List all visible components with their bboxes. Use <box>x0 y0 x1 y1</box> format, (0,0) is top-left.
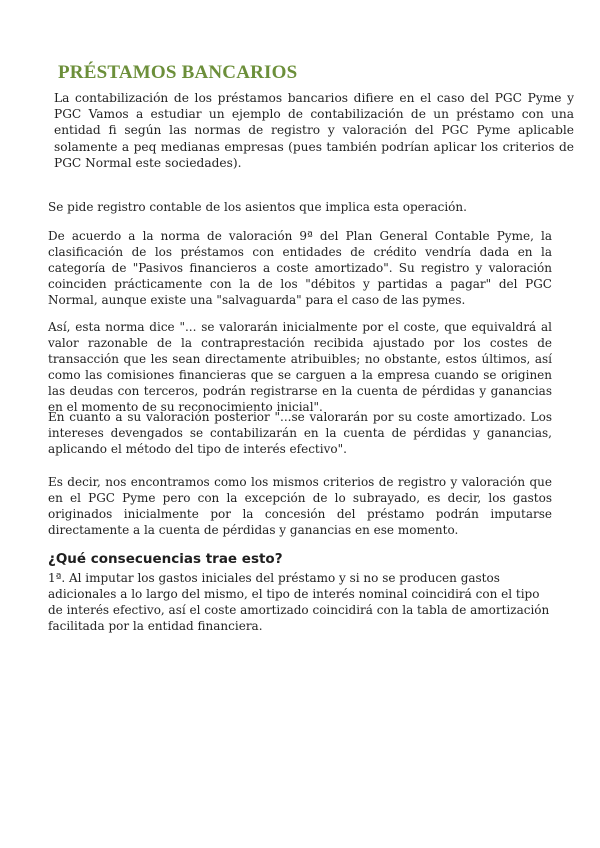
paragraph-norma-valoracion: De acuerdo a la norma de valoración 9ª del Plan General Contable Pyme, la clasificación de los préstamos con entidades de crédito vendría dada en la categoría de "Pasivos financieros a coste amortizado". Su registro y valoración coinciden prácticamente con la de los "débitos y partidas a pagar" del PGC Normal, aunque existe una "salvaguarda" para el caso de las pymes. <box>48 229 552 307</box>
section-heading: ¿Qué consecuencias trae esto? <box>48 551 283 567</box>
paragraph-consequence: 1ª. Al imputar los gastos iniciales del préstamo y si no se producen gastos adicionales a lo largo del mismo, el tipo de interés nominal coincidirá con el tipo de interés efectivo, así el coste amortizado coincidirá con la tabla de amortización facilitada por la entidad financiera. <box>48 571 550 633</box>
paragraph-quote-posterior: En cuanto a su valoración posterior "...se valorarán por su coste amortizado. Los intereses devengados se contabilizarán en la cuenta de pérdidas y ganancias, aplicando el método del tipo de interés efectivo". <box>48 410 552 456</box>
page-title: PRÉSTAMOS BANCARIOS <box>58 62 298 83</box>
paragraph-task: Se pide registro contable de los asientos que implica esta operación. <box>48 200 467 214</box>
paragraph-quote-initial: Así, esta norma dice "... se valorarán inicialmente por el coste, que equivaldrá al valor razonable de la contraprestación recibida ajustado por los costes de transacción que les sean directamente atribuibles; no obstante, estos últimos, así como las comisiones financieras que se carguen a la empresa cuando se originen las deudas con terceros, podrán registrarse en la cuenta de pérdidas y ganancias en el momento de su reconocimiento inicial". <box>48 320 552 414</box>
intro-paragraph: La contabilización de los préstamos bancarios difiere en el caso del PGC Pyme y PGC Vamos a estudiar un ejemplo de contabilización de un préstamo con una entidad fi según las normas de registro y valoración del PGC Pyme aplicable solamente a peq medianas empresas (pues también podrían aplicar los criterios de PGC Normal este sociedades). <box>54 91 574 170</box>
paragraph-conclusion: Es decir, nos encontramos como los mismos criterios de registro y valoración que en el PGC Pyme pero con la excepción de lo subrayado, es decir, los gastos originados inicialmente por la concesión del préstamo podrán imputarse directamente a la cuenta de pérdidas y ganancias en ese momento. <box>48 475 552 537</box>
